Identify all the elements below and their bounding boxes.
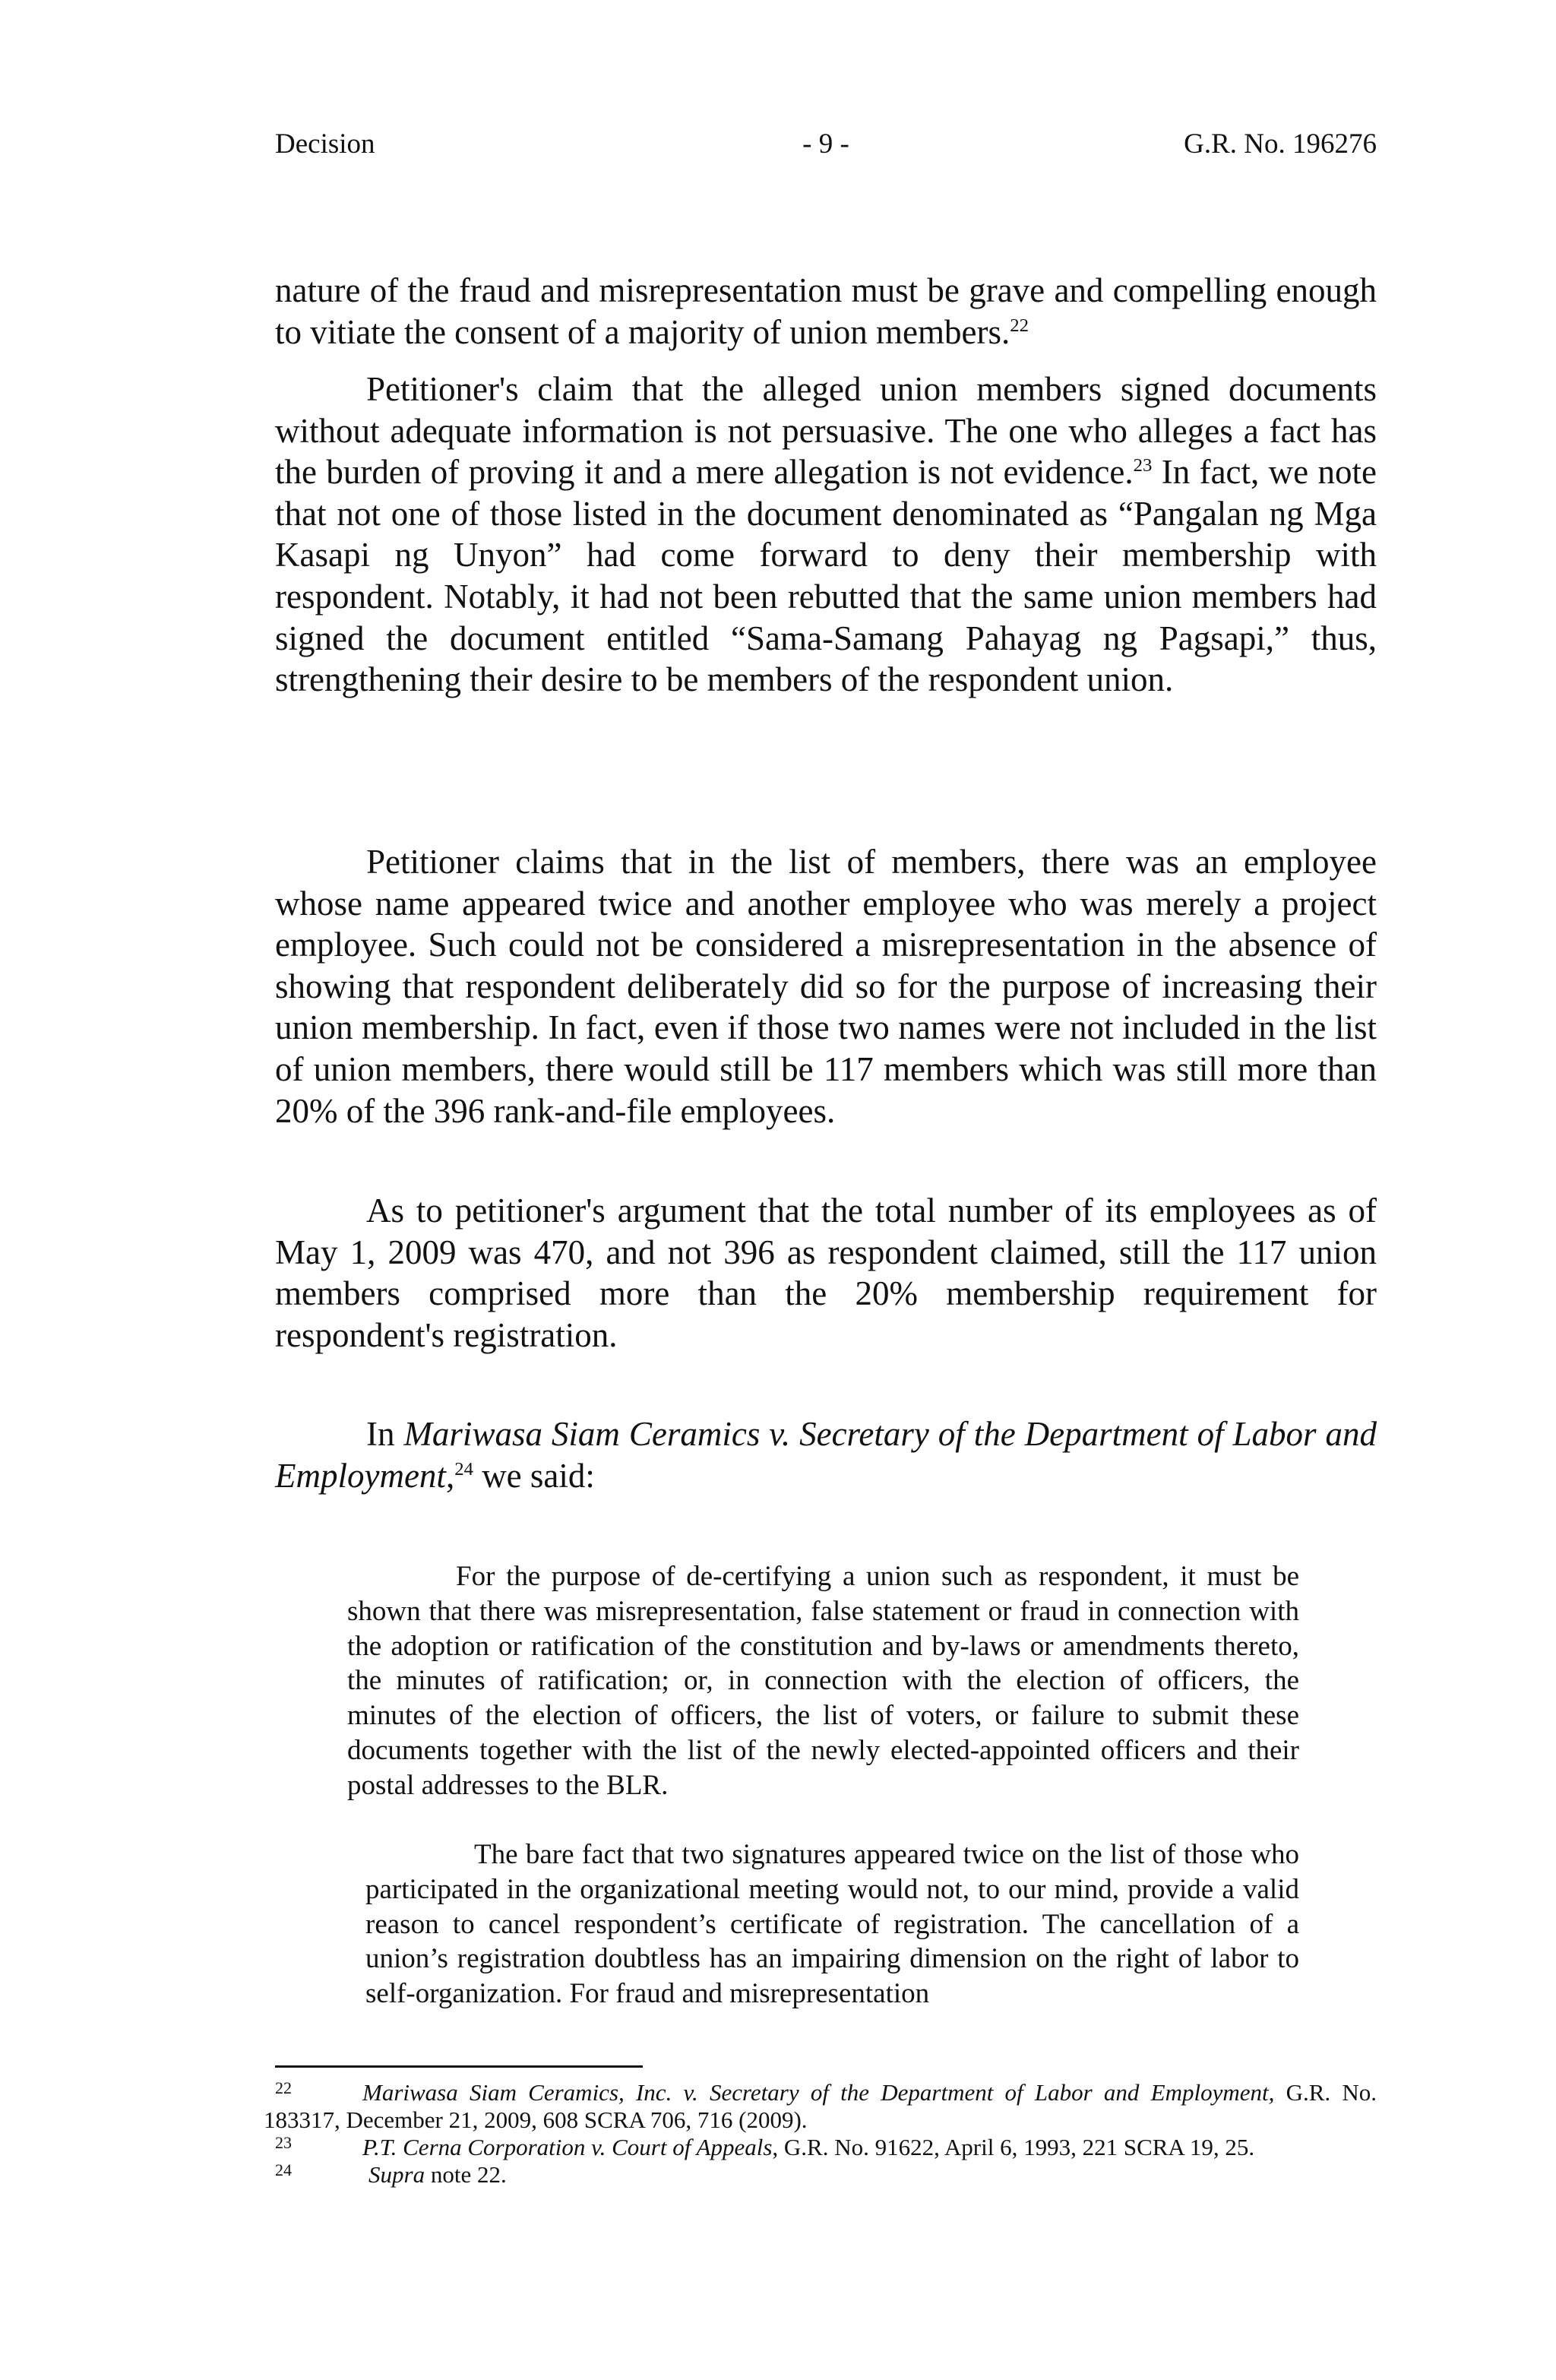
paragraph-text: Petitioner's claim that the alleged union members signed documents without adequate information is not persuasive. The one who alleges a fact has the burden of proving it and a mere allegation is not evidence.	[275, 370, 1377, 492]
header-document-type: Decision	[275, 128, 375, 160]
paragraph-text: nature of the fraud and misrepresentation must be grave and compelling enough to vitiate the consent of a majority of union members.	[275, 271, 1377, 351]
paragraph-text-continued: In fact, we note that not one of those listed in the document denominated as “Pangalan ng Mga Kasapi ng Unyon” had come forward to deny their membership with respondent. Notably, it had not been rebutted that the same union members had signed the document entitled “Sama-Samang Pahayag ng Pagsapi,” thus, strengthening their desire to be members of the respondent union.	[275, 453, 1377, 699]
footnote-ref-24: 24	[454, 1458, 473, 1480]
paragraph-list-of-members	[275, 841, 1377, 1131]
footnote-24	[264, 2161, 1377, 2189]
quote-text: For the purpose of de-certifying a union such as respondent, it must be shown that there was misrepresentation, false statement or fraud in connection with the adoption or ratification of the constitution and by-laws or amendments thereto, the minutes of ratification; or, in connection with the election of officers, the minutes of the election of officers, the list of voters, or failure to submit these documents together with the list of the newly elected-appointed officers and their postal addresses to the BLR.	[347, 1561, 1299, 1801]
footnote-ref-23: 23	[1133, 455, 1153, 476]
footnote-ref-22: 22	[1010, 315, 1029, 336]
paragraph-total-employees	[275, 1190, 1377, 1356]
paragraph-case-citation	[275, 1413, 1377, 1496]
footnote-23	[264, 2134, 1377, 2161]
header-case-number: G.R. No. 196276	[1184, 128, 1377, 160]
page-header	[275, 128, 1377, 166]
footnote-citation: , G.R. No. 91622, April 6, 1993, 221 SCRA 19, 25.	[772, 2134, 1255, 2160]
quote-text: The bare fact that two signatures appeared twice on the list of those who participated in the organizational meeting would not, to our mind, provide a valid reason to cancel respondent’s certificate of registration. The cancellation of a union’s registration doubtless has an impairing dimension on the right of labor to self-organization. For fraud and misrepresentation	[365, 1839, 1299, 2010]
footnotes	[264, 2079, 1377, 2189]
paragraph-text: As to petitioner's argument that the total number of its employees as of May 1, 2009 was 470, and not 396 as respondent claimed, still the 117 union members comprised more than the 20% membership requirement for respondent's registration.	[275, 1192, 1377, 1354]
case-name: Mariwasa Siam Ceramics v. Secretary of the Department of Labor and Employment	[275, 1415, 1377, 1495]
footnote-separator	[275, 2065, 643, 2068]
footnote-22	[264, 2079, 1377, 2134]
paragraph-tail: we said:	[473, 1456, 595, 1495]
paragraph-petitioner-claim-signatures	[275, 369, 1377, 701]
footnote-supra: Supra	[368, 2161, 425, 2188]
paragraph-fraud-nature	[275, 270, 1377, 353]
paragraph-lead: In	[366, 1415, 404, 1453]
paragraph-text: Petitioner claims that in the list of members, there was an employee whose name appeared twice and another employee who was merely a project employee. Such could not be considered a misrepresentation in the absence of showing that respondent deliberately did so for the purpose of increasing their union membership. In fact, even if those two names were not included in the list of union members, there would still be 117 members which was still more than 20% of the 396 rank-and-file employees.	[275, 843, 1377, 1130]
footnote-number: 23	[275, 2133, 292, 2152]
block-quote-decertification	[347, 1559, 1299, 1803]
footnote-citation: note 22.	[425, 2161, 507, 2188]
footnote-citation: G.R. No.	[1274, 2079, 1377, 2106]
footnote-number: 24	[275, 2160, 292, 2179]
footnote-case-name: P.T. Cerna Corporation v. Court of Appeals	[362, 2134, 773, 2160]
footnote-number: 22	[275, 2078, 292, 2097]
header-page-number: - 9 -	[802, 128, 849, 160]
footnote-citation-continued: 183317, December 21, 2009, 608 SCRA 706, 716 (2009).	[264, 2106, 808, 2133]
footnote-case-name: Mariwasa Siam Ceramics, Inc. v. Secretary of the Department of Labor and Employment,	[362, 2079, 1275, 2106]
block-quote-signatures	[365, 1837, 1299, 2011]
citation-comma: ,	[445, 1456, 455, 1495]
